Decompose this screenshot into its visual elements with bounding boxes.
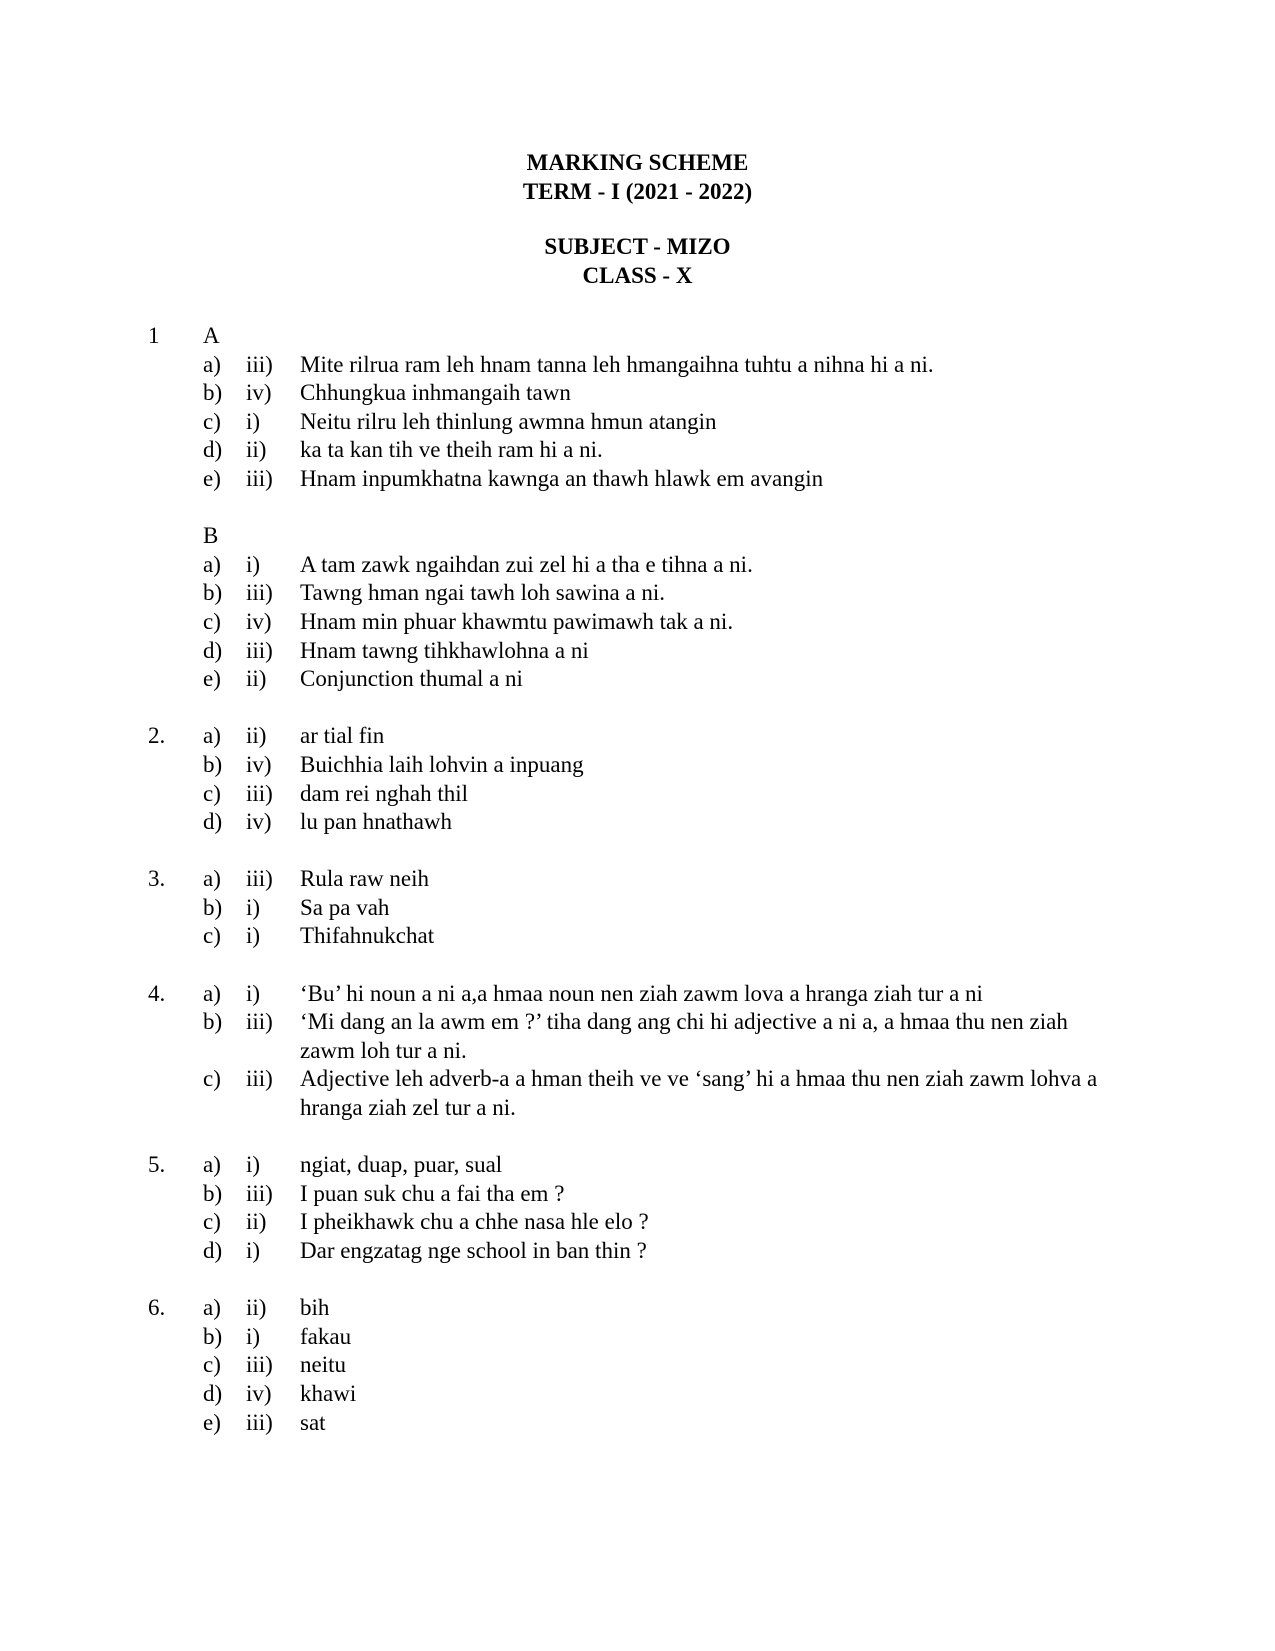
item-letter: e) <box>203 465 221 491</box>
answer-row <box>0 1208 1275 1237</box>
answer-row <box>0 637 1275 666</box>
option-roman: i) <box>246 1323 261 1349</box>
answer-text: neitu <box>300 1352 346 1378</box>
item-letter: c) <box>203 780 221 806</box>
answer-row <box>0 665 1275 694</box>
item-letter: a) <box>203 723 221 749</box>
answer-row <box>0 1180 1275 1209</box>
answer-text: Rula raw neih <box>300 866 430 892</box>
answer-text: I puan suk chu a fai tha em ? <box>300 1180 565 1206</box>
answer-row <box>0 608 1275 637</box>
item-letter: d) <box>203 437 223 463</box>
answer-row <box>0 865 1275 894</box>
answer-row <box>0 1237 1275 1266</box>
answer-row <box>0 980 1275 1009</box>
item-letter: c) <box>203 1066 221 1092</box>
item-letter: b) <box>203 380 223 406</box>
answer-text: Hnam tawng tihkhawlohna a ni <box>300 637 589 663</box>
item-letter: a) <box>203 551 221 577</box>
answer-row <box>0 1380 1275 1409</box>
item-letter: d) <box>203 809 223 835</box>
option-roman: iii) <box>246 1180 273 1206</box>
answer-text: ar tial fin <box>300 723 385 749</box>
item-letter: a) <box>203 1152 221 1178</box>
item-letter: c) <box>203 608 221 634</box>
item-letter: a) <box>203 351 221 377</box>
question-number: 1 <box>148 323 160 348</box>
option-roman: iv) <box>246 1380 272 1406</box>
answer-row <box>0 808 1275 837</box>
option-roman: iv) <box>246 380 272 406</box>
answer-row <box>0 1351 1275 1380</box>
item-letter: b) <box>203 580 223 606</box>
answer-text: Thifahnukchat <box>300 923 435 949</box>
answer-row <box>0 1008 1275 1065</box>
item-letter: a) <box>203 1295 221 1321</box>
option-roman: i) <box>246 1238 261 1263</box>
option-roman: iii) <box>246 465 273 491</box>
subject-line: SUBJECT - MIZO <box>544 234 731 259</box>
item-letter: e) <box>203 666 221 692</box>
answer-text: Hnam min phuar khawmtu pawimawh tak a ni. <box>300 608 734 634</box>
option-roman: i) <box>246 408 261 434</box>
question-number: 3. <box>148 866 166 892</box>
item-letter: d) <box>203 1238 223 1263</box>
section-label-a: A <box>203 323 220 348</box>
answer-row <box>0 780 1275 809</box>
option-roman: iii) <box>246 637 273 663</box>
question-1-header <box>0 322 1275 351</box>
answer-text: Chhungkua inhmangaih tawn <box>300 380 571 406</box>
option-roman: i) <box>246 551 261 577</box>
answer-text: Mite rilrua ram leh hnam tanna leh hmangaihna tuhtu a nihna hi a ni. <box>300 351 934 377</box>
section-b-header <box>0 522 1275 551</box>
answer-row <box>0 1409 1275 1438</box>
option-roman: i) <box>246 923 261 949</box>
item-letter: a) <box>203 980 221 1006</box>
answer-text: Tawng hman ngai tawh loh sawina a ni. <box>300 580 666 606</box>
answer-text: Conjunction thumal a ni <box>300 666 523 692</box>
item-letter: c) <box>203 923 221 949</box>
document-header <box>0 148 1275 290</box>
answer-text: ‘Mi dang an la awm em ?’ tiha dang ang chi hi adjective a ni a, a hmaa thu nen ziah zawm loh tur a ni. <box>300 1009 1068 1063</box>
item-letter: e) <box>203 1409 221 1435</box>
item-letter: a) <box>203 866 221 892</box>
answer-text: Hnam inpumkhatna kawnga an thawh hlawk em avangin <box>300 465 824 491</box>
option-roman: i) <box>246 1152 261 1178</box>
answer-row <box>0 894 1275 923</box>
item-letter: c) <box>203 1352 221 1378</box>
answer-list <box>0 322 1275 1437</box>
answer-text: A tam zawk ngaihdan zui zel hi a tha e tihna a ni. <box>300 551 753 577</box>
option-roman: iv) <box>246 809 272 835</box>
answer-text: fakau <box>300 1323 352 1349</box>
item-letter: c) <box>203 1209 221 1235</box>
document-title: MARKING SCHEME <box>526 150 749 175</box>
answer-text: ngiat, duap, puar, sual <box>300 1152 503 1178</box>
answer-row <box>0 1065 1275 1122</box>
question-number: 2. <box>148 723 166 749</box>
answer-text: dam rei nghah thil <box>300 780 468 806</box>
answer-text: ka ta kan tih ve theih ram hi a ni. <box>300 437 603 463</box>
option-roman: iii) <box>246 1009 273 1035</box>
option-roman: i) <box>246 980 261 1006</box>
item-letter: b) <box>203 894 223 920</box>
answer-text: ‘Bu’ hi noun a ni a,a hmaa noun nen ziah zawm lova a hranga ziah tur a ni <box>300 980 983 1006</box>
answer-row <box>0 751 1275 780</box>
answer-row <box>0 465 1275 494</box>
option-roman: iii) <box>246 780 273 806</box>
answer-row <box>0 379 1275 408</box>
option-roman: iii) <box>246 1409 273 1435</box>
answer-row <box>0 351 1275 380</box>
item-letter: b) <box>203 751 223 777</box>
answer-text: Adjective leh adverb-a a hman theih ve ve ‘sang’ hi a hmaa thu nen ziah zawm lohva a hranga ziah zel tur a ni. <box>300 1066 1098 1121</box>
answer-row <box>0 1323 1275 1352</box>
item-letter: d) <box>203 637 223 663</box>
option-roman: iii) <box>246 1352 273 1378</box>
option-roman: ii) <box>246 666 267 692</box>
answer-row <box>0 408 1275 437</box>
item-letter: b) <box>203 1009 223 1035</box>
question-number: 6. <box>148 1295 166 1321</box>
item-letter: d) <box>203 1380 223 1406</box>
answer-text: Buichhia laih lohvin a inpuang <box>300 751 584 777</box>
answer-text: bih <box>300 1295 330 1321</box>
answer-text: khawi <box>300 1380 357 1406</box>
term-line: TERM - I (2021 - 2022) <box>522 179 753 204</box>
item-letter: c) <box>203 408 221 434</box>
option-roman: iii) <box>246 1066 273 1092</box>
answer-text: Sa pa vah <box>300 894 390 920</box>
item-letter: b) <box>203 1323 223 1349</box>
answer-text: sat <box>300 1409 326 1435</box>
answer-text: I pheikhawk chu a chhe nasa hle elo ? <box>300 1209 649 1235</box>
question-number: 4. <box>148 980 166 1006</box>
answer-text: Neitu rilru leh thinlung awmna hmun atangin <box>300 408 717 434</box>
answer-row <box>0 1151 1275 1180</box>
option-roman: iv) <box>246 751 272 777</box>
option-roman: ii) <box>246 1209 267 1235</box>
answer-row <box>0 436 1275 465</box>
option-roman: ii) <box>246 1295 267 1321</box>
answer-row <box>0 579 1275 608</box>
option-roman: iii) <box>246 866 273 892</box>
answer-text: lu pan hnathawh <box>300 809 453 835</box>
answer-row <box>0 551 1275 580</box>
option-roman: ii) <box>246 723 267 749</box>
option-roman: iii) <box>246 580 273 606</box>
answer-row <box>0 722 1275 751</box>
class-line: CLASS - X <box>582 263 693 288</box>
question-number: 5. <box>148 1152 166 1178</box>
section-label-b: B <box>203 523 219 549</box>
item-letter: b) <box>203 1180 223 1206</box>
option-roman: iii) <box>246 351 273 377</box>
answer-text: Dar engzatag nge school in ban thin ? <box>300 1238 647 1263</box>
option-roman: i) <box>246 894 261 920</box>
option-roman: iv) <box>246 608 272 634</box>
answer-row <box>0 1294 1275 1323</box>
option-roman: ii) <box>246 437 267 463</box>
answer-row <box>0 922 1275 951</box>
